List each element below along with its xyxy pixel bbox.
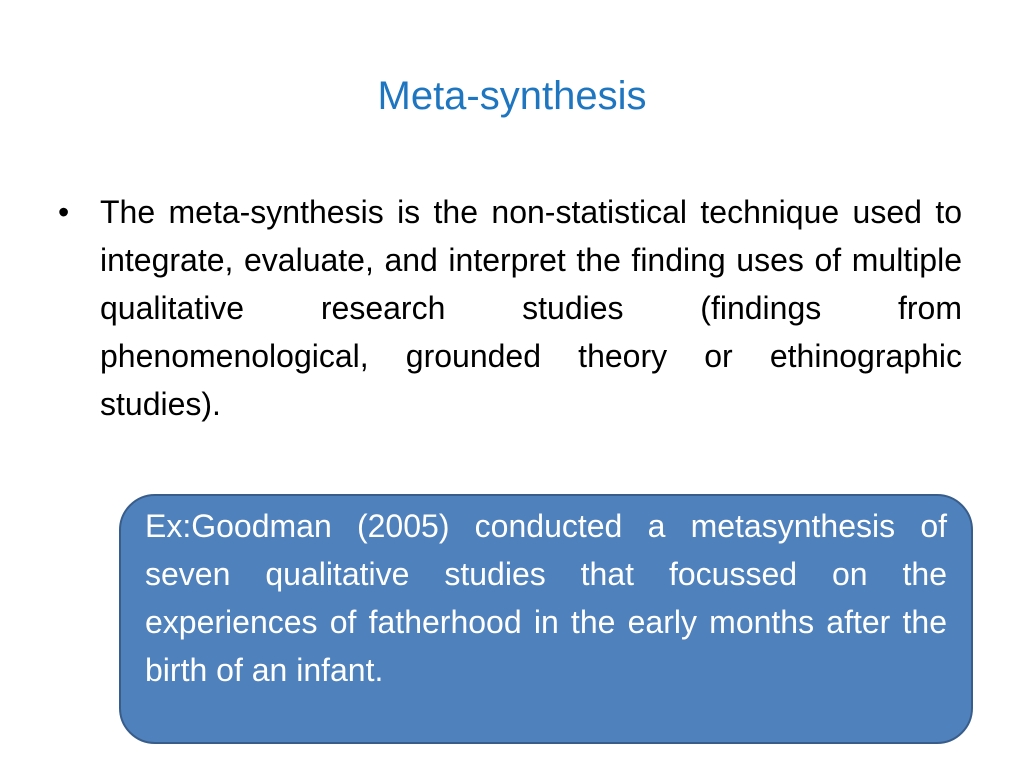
bullet-text: The meta-synthesis is the non-statistical technique used to integrate, evaluate, and interpret the finding uses of multiple qualitative research studies (findings from phenomenological, grounded theory or ethinographic studies).	[100, 194, 962, 422]
slide-title: Meta-synthesis	[377, 74, 647, 118]
bullet-marker: •	[58, 194, 70, 230]
example-text: Ex:Goodman (2005) conducted a metasynthesis of seven qualitative studies that focussed on the experiences of fatherhood in the early months after the birth of an infant.	[145, 508, 947, 688]
bullet-item	[58, 188, 962, 428]
example-callout-box	[119, 494, 973, 744]
